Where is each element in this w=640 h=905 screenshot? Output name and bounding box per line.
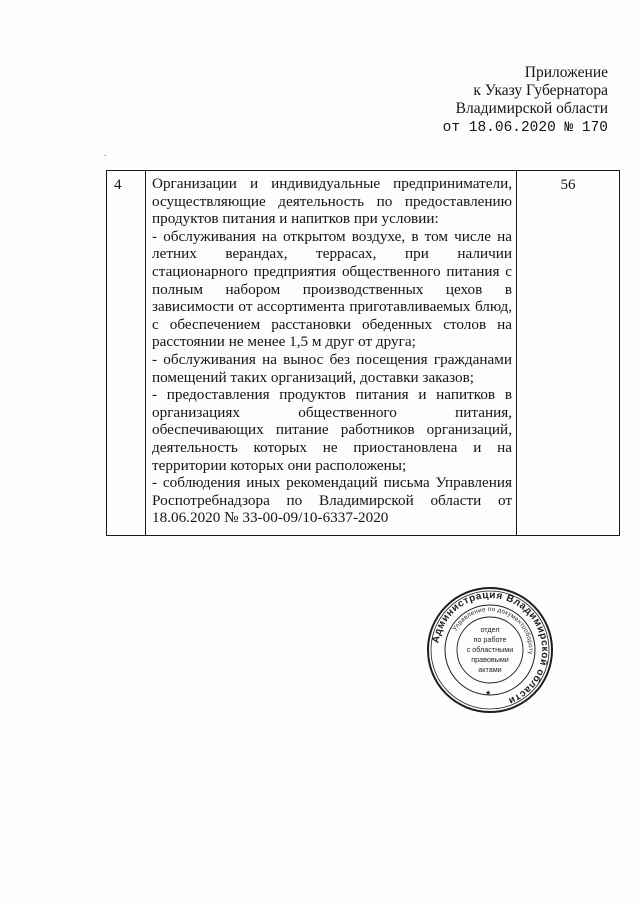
seal-ring-text: Управление по документообороту	[451, 605, 535, 655]
official-seal	[425, 585, 555, 715]
svg-text:правовыми: правовыми	[471, 655, 509, 664]
row-number-cell	[107, 171, 146, 536]
header-line-region: Владимирской области	[455, 100, 608, 117]
regulations-table	[106, 170, 620, 536]
description-paragraph: Организации и индивидуальные предприниматели, осуществляющие деятельность по предоставлению продуктов питания и напитков при условии:	[152, 175, 512, 228]
svg-text:по работе: по работе	[473, 635, 507, 644]
appendix-header	[443, 64, 608, 137]
description-paragraph: - предоставления продуктов питания и напитков в организациях общественного питания, обеспечивающих питание работников организаций, деятельность которых не приостановлена и на территории которых они расположены;	[152, 386, 512, 474]
row-number: 4	[114, 177, 122, 193]
seal-center-text	[467, 625, 514, 674]
description-paragraph: - обслуживания на открытом воздухе, в том числе на летних верандах, террасах, при наличии стационарного предприятия общественного питания с полным набором производственных цехов в зависимости от ассортимента приготавливаемых блюд, с обеспечением расстановки обеденных столов на расстоянии не менее 1,5 м друг от друга;	[152, 227, 512, 351]
header-line-appendix: Приложение	[524, 64, 608, 81]
scan-artifact	[104, 155, 106, 156]
seal-star-icon: ★	[485, 689, 492, 697]
description-paragraph: - соблюдения иных рекомендаций письма Управления Роспотребнадзора по Владимирской области от 18.06.2020 № 33-00-09/10-6337-2020	[152, 474, 512, 527]
header-line-date: от 18.06.2020 № 170	[442, 120, 608, 136]
svg-text:с областными: с областными	[466, 645, 514, 654]
description-paragraph: - обслуживания на вынос без посещения гражданами помещений таких организаций, доставки заказов;	[152, 350, 512, 386]
table-row	[107, 171, 620, 536]
svg-text:актами: актами	[478, 665, 502, 674]
row-value: 56	[560, 177, 576, 193]
row-value-cell	[517, 171, 620, 536]
row-description-cell	[146, 171, 517, 536]
header-line-decree: к Указу Губернатора	[473, 82, 608, 99]
svg-text:отдел: отдел	[480, 625, 500, 634]
seal-outer-text: Администрация Владимирской области	[430, 589, 551, 707]
